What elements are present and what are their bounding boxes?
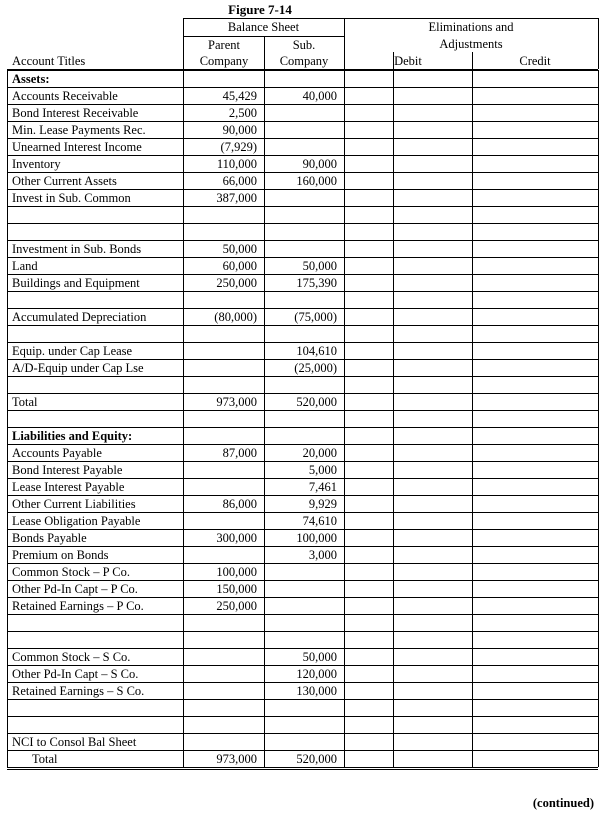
parent-amount: 2,500 — [228, 106, 257, 120]
eliminations-header: Eliminations and — [428, 20, 514, 34]
account-title: NCI to Consol Bal Sheet — [12, 735, 137, 749]
account-titles-header: Account Titles — [12, 54, 86, 68]
account-title: Equip. under Cap Lease — [12, 344, 133, 358]
balance-sheet-header: Balance Sheet — [227, 20, 300, 34]
parent-amount: 150,000 — [216, 582, 257, 596]
bottom-double-line — [7, 769, 598, 770]
account-title: Assets: — [12, 72, 50, 86]
account-title: Lease Obligation Payable — [12, 514, 141, 528]
sub-amount: 520,000 — [296, 395, 337, 409]
column-line — [472, 70, 473, 767]
parent-amount: 86,000 — [222, 497, 257, 511]
sub-amount: 90,000 — [302, 157, 337, 171]
parent-amount: 387,000 — [216, 191, 257, 205]
account-title: Retained Earnings – S Co. — [12, 684, 145, 698]
parent-amount: 973,000 — [216, 395, 257, 409]
sub-amount: 20,000 — [302, 446, 337, 460]
sub-header: Sub. — [292, 38, 316, 52]
account-title: Other Pd-In Capt – P Co. — [12, 582, 138, 596]
continued-note: (continued) — [532, 796, 594, 810]
account-title: Total — [32, 752, 58, 766]
column-line — [393, 70, 394, 767]
row-line — [7, 716, 598, 717]
account-title: Investment in Sub. Bonds — [12, 242, 142, 256]
account-title: Invest in Sub. Common — [12, 191, 131, 205]
credit-header: Credit — [519, 54, 551, 68]
row-line — [7, 614, 598, 615]
account-title: Buildings and Equipment — [12, 276, 140, 290]
parent-header: Company — [199, 54, 249, 68]
figure-title: Figure 7-14 — [228, 2, 292, 17]
sub-amount: 100,000 — [296, 531, 337, 545]
parent-amount: 110,000 — [216, 157, 257, 171]
row-line — [7, 767, 598, 768]
account-title: Accounts Payable — [12, 446, 102, 460]
parent-amount: 90,000 — [222, 123, 257, 137]
parent-amount: 300,000 — [216, 531, 257, 545]
parent-amount: 66,000 — [222, 174, 257, 188]
eliminations-header: Adjustments — [439, 37, 503, 51]
column-line — [7, 70, 8, 767]
parent-amount: (80,000) — [214, 310, 257, 324]
sub-amount: (25,000) — [294, 361, 337, 375]
row-line — [7, 206, 598, 207]
row-line — [7, 376, 598, 377]
sub-amount: 104,610 — [296, 344, 337, 358]
account-title: Bond Interest Receivable — [12, 106, 139, 120]
row-line — [7, 699, 598, 700]
row-line — [7, 223, 598, 224]
account-title: A/D-Equip under Cap Lse — [12, 361, 144, 375]
account-title: Accounts Receivable — [12, 89, 118, 103]
account-title: Bonds Payable — [12, 531, 87, 545]
sub-amount: 130,000 — [296, 684, 337, 698]
account-title: Land — [12, 259, 38, 273]
sub-amount: 175,390 — [296, 276, 337, 290]
row-line — [7, 325, 598, 326]
sub-amount: 5,000 — [308, 463, 337, 477]
sub-amount: 50,000 — [302, 259, 337, 273]
account-title: Inventory — [12, 157, 61, 171]
sub-amount: 7,461 — [308, 480, 337, 494]
account-title: Common Stock – S Co. — [12, 650, 131, 664]
account-title: Liabilities and Equity: — [12, 429, 133, 443]
sub-amount: 520,000 — [296, 752, 337, 766]
account-title: Premium on Bonds — [12, 548, 109, 562]
sub-amount: 50,000 — [302, 650, 337, 664]
account-title: Other Current Assets — [12, 174, 117, 188]
sub-amount: 40,000 — [302, 89, 337, 103]
account-title: Common Stock – P Co. — [12, 565, 130, 579]
column-line — [344, 70, 345, 767]
header-divider — [598, 18, 599, 69]
debit-header: Debit — [394, 54, 422, 68]
parent-amount: 60,000 — [222, 259, 257, 273]
parent-amount: (7,929) — [220, 140, 257, 154]
parent-amount: 50,000 — [222, 242, 257, 256]
parent-amount: 100,000 — [216, 565, 257, 579]
column-line — [598, 70, 599, 767]
account-title: Bond Interest Payable — [12, 463, 123, 477]
account-title: Total — [12, 395, 38, 409]
sub-amount: 120,000 — [296, 667, 337, 681]
sub-amount: 160,000 — [296, 174, 337, 188]
sub-amount: 9,929 — [308, 497, 337, 511]
parent-amount: 973,000 — [216, 752, 257, 766]
row-line — [7, 291, 598, 292]
account-title: Min. Lease Payments Rec. — [12, 123, 146, 137]
account-title: Unearned Interest Income — [12, 140, 142, 154]
account-title: Accumulated Depreciation — [12, 310, 147, 324]
sub-amount: 3,000 — [308, 548, 337, 562]
sub-amount: (75,000) — [294, 310, 337, 324]
parent-amount: 45,429 — [222, 89, 257, 103]
sub-amount: 74,610 — [302, 514, 337, 528]
parent-amount: 87,000 — [222, 446, 257, 460]
row-line — [7, 410, 598, 411]
sub-header: Company — [279, 54, 329, 68]
account-title: Retained Earnings – P Co. — [12, 599, 144, 613]
parent-header: Parent — [208, 38, 240, 52]
account-title: Lease Interest Payable — [12, 480, 125, 494]
parent-amount: 250,000 — [216, 276, 257, 290]
account-title: Other Pd-In Capt – S Co. — [12, 667, 139, 681]
row-line — [7, 631, 598, 632]
parent-amount: 250,000 — [216, 599, 257, 613]
account-title: Other Current Liabilities — [12, 497, 136, 511]
